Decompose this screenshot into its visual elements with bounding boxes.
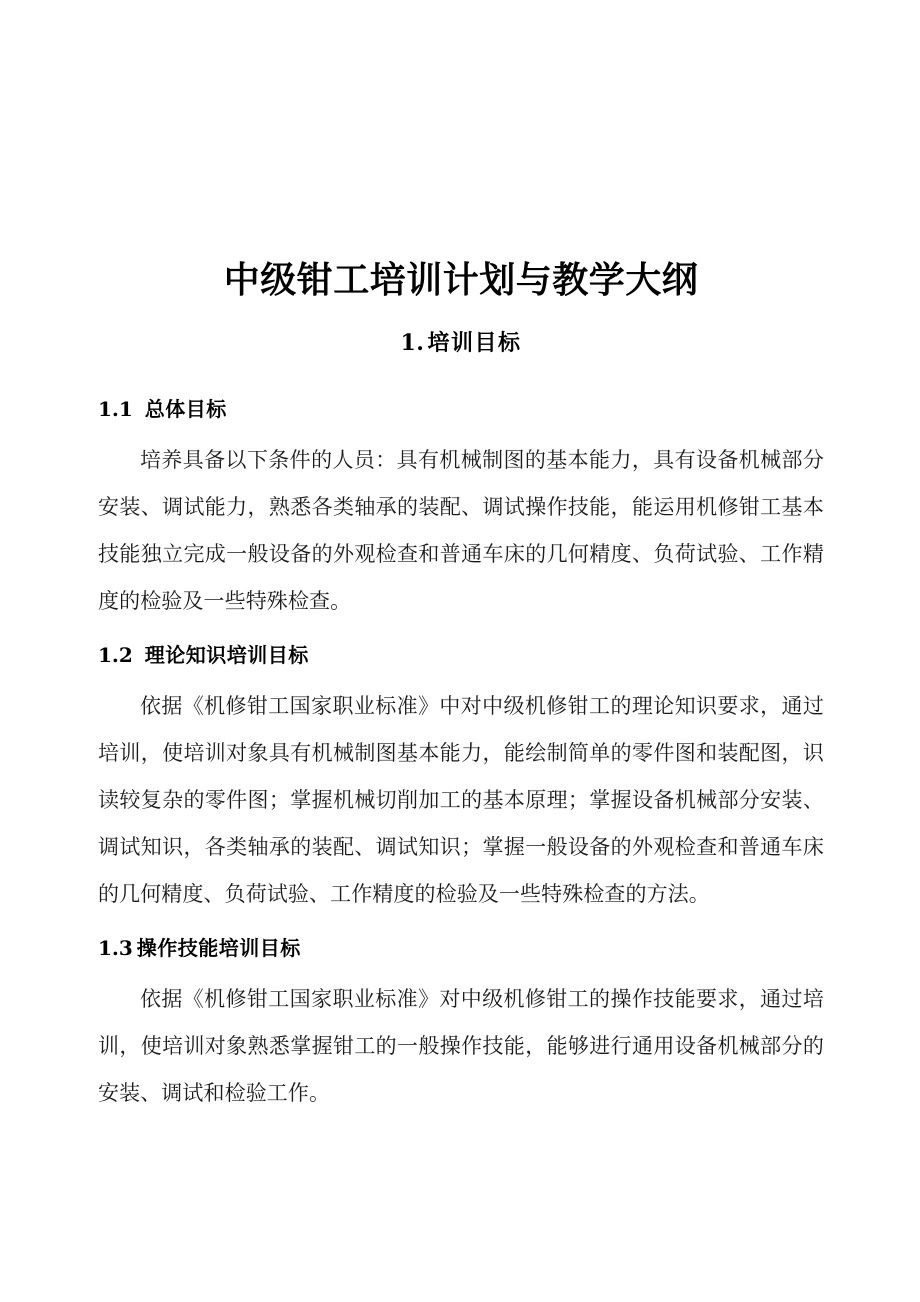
- subsection-title-text: 总体目标: [144, 397, 227, 421]
- subsection-title-text: 理论知识培训目标: [144, 643, 309, 667]
- section-number: 1.: [400, 330, 425, 356]
- body-paragraph-1-2: 依据《机修钳工国家职业标准》中对中级机修钳工的理论知识要求，通过培训，使培训对象具有机械制图基本能力，能绘制简单的零件图和装配图，识读较复杂的零件图；掌握机械切削加工的基本原理；掌握设备机械部分安装、调试知识，各类轴承的装配、调试知识；掌握一般设备的外观检查和普通车床的几何精度、负荷试验、工作精度的检验及一些特殊检查的方法。: [98, 694, 824, 906]
- section-title-text: 培训目标: [427, 331, 522, 356]
- body-paragraph-1-3: 依据《机修钳工国家职业标准》对中级机修钳工的操作技能要求，通过培训，使培训对象熟悉掌握钳工的一般操作技能，能够进行通用设备机械部分的安装、调试和检验工作。: [98, 987, 824, 1105]
- body-paragraph-1-1: 培养具备以下条件的人员：具有机械制图的基本能力，具有设备机械部分安装、调试能力，熟悉各类轴承的装配、调试操作技能，能运用机修钳工基本技能独立完成一般设备的外观检查和普通车床的几何精度、负荷试验、工作精度的检验及一些特殊检查。: [98, 448, 824, 613]
- subsection-number: 1.2: [98, 643, 133, 667]
- subsection-title-text: 操作技能培训目标: [136, 936, 301, 960]
- section-heading-1: [98, 304, 824, 359]
- subsection-heading-1-3: [98, 918, 824, 962]
- subsection-heading-1-2: [98, 625, 824, 669]
- page-title: 中级钳工培训计划与教学大纲: [223, 260, 699, 301]
- subsection-number: 1.3: [98, 936, 133, 960]
- document-content-column: [98, 0, 824, 1117]
- subsection-heading-1-1: [98, 359, 824, 423]
- subsection-number: 1.1: [98, 397, 133, 421]
